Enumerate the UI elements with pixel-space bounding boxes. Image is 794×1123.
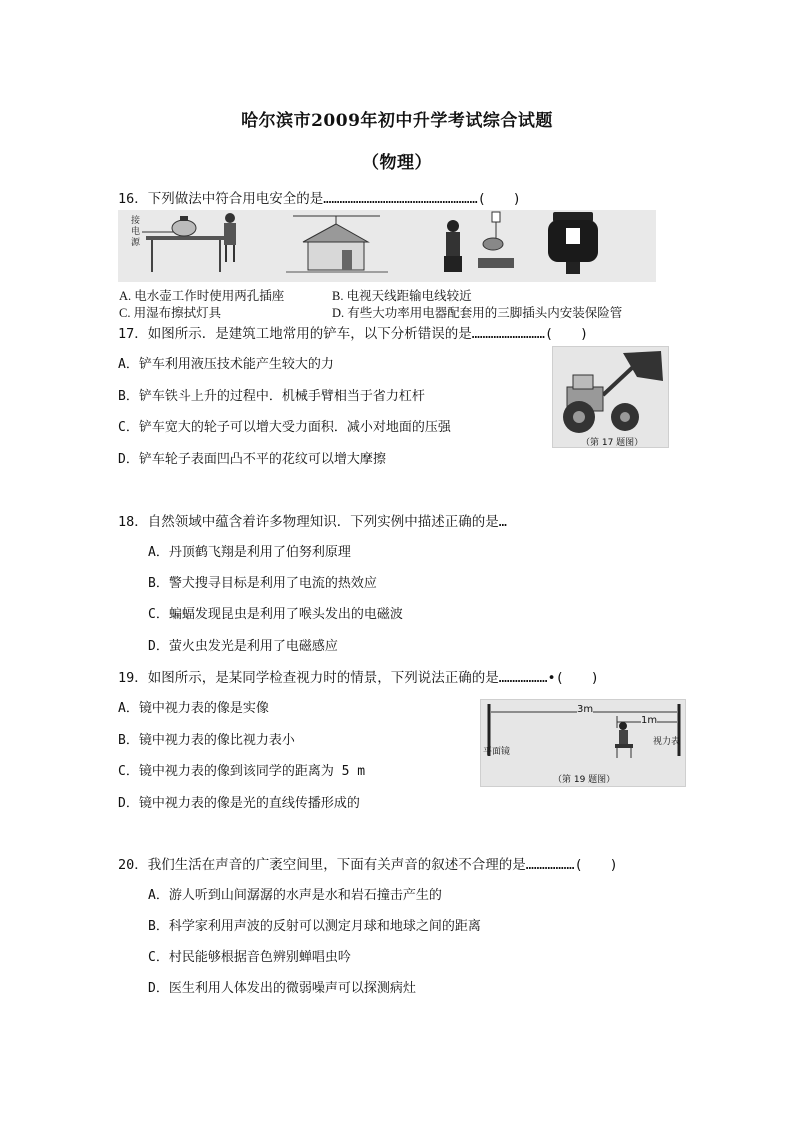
q20-option-c: C．村民能够根据音色辨别蝉唱虫吟: [148, 950, 351, 965]
q19-option-b: B．镜中视力表的像比视力表小: [118, 733, 295, 748]
house-antenna-illustration: [286, 216, 388, 272]
q20-stem: 20．我们生活在声音的广袤空间里，下面有关声音的叙述不合理的是………………( ): [118, 857, 618, 873]
q17-figure-loader: [552, 346, 669, 448]
q16-figure-svg: [118, 210, 656, 282]
distance-1m-label: 1m: [641, 715, 658, 726]
mirror-label: 平面镜: [483, 747, 511, 757]
q17-option-b: B．铲车铁斗上升的过程中．机械手臂相当于省力杠杆: [118, 389, 425, 404]
q18-option-c: C．蝙蝠发现昆虫是利用了喉头发出的电磁波: [148, 607, 403, 622]
q19-option-d: D．镜中视力表的像是光的直线传播形成的: [118, 796, 360, 811]
plug-illustration: [548, 212, 598, 274]
distance-3m-label: 3m: [577, 704, 594, 715]
q18-option-b: B．警犬搜寻目标是利用了电流的热效应: [148, 576, 377, 591]
pic-label-3: 源: [131, 238, 141, 248]
q16-option-b: B. 电视天线距输电线较近: [332, 289, 472, 303]
q17-option-c: C．铲车宽大的轮子可以增大受力面积．减小对地面的压强: [118, 420, 451, 435]
q19-stem: 19．如图所示，是某同学检查视力时的情景，下列说法正确的是………………•( ): [118, 670, 599, 686]
q20-option-b: B．科学家利用声波的反射可以测定月球和地球之间的距离: [148, 919, 481, 934]
q19-option-a: A．镜中视力表的像是实像: [118, 701, 269, 716]
eye-chart-label: 视力表: [653, 737, 681, 747]
kettle-illustration: [131, 213, 236, 272]
q16-option-a: A. 电水壶工作时使用两孔插座: [119, 289, 285, 303]
q19-figure-caption: （第 19 题图）: [553, 775, 616, 785]
q17-stem: 17．如图所示．是建筑工地常用的铲车，以下分析错误的是………………………( ): [118, 326, 589, 342]
q16-option-c: C. 用湿布擦拭灯具: [119, 306, 222, 320]
q20-option-a: A．游人听到山间潺潺的水声是水和岩石撞击产生的: [148, 888, 442, 903]
q16-stem: 16．下列做法中符合用电安全的是…………………………………………………( ): [118, 191, 521, 207]
q16-option-d: D. 有些大功率用电器配套用的三脚插头内安装保险管: [332, 306, 623, 320]
loader-illustration: [553, 347, 668, 447]
q19-option-c: C．镜中视力表的像到该同学的距离为 5 m: [118, 764, 366, 779]
q18-option-d: D．萤火虫发光是利用了电磁感应: [148, 639, 338, 654]
q19-figure-eye-test: [480, 699, 686, 787]
pic-label-2: 电: [131, 227, 141, 237]
person-lamp-illustration: [444, 212, 514, 272]
q20-option-d: D．医生利用人体发出的微弱噪声可以探测病灶: [148, 981, 416, 996]
q18-stem: 18．自然领域中蕴含着许多物理知识．下列实例中描述正确的是…: [118, 514, 507, 530]
q16-figure-strip: [118, 210, 656, 282]
q17-figure-caption: （第 17 题图）: [581, 438, 644, 448]
page-subtitle: （物理）: [362, 153, 432, 173]
q17-option-a: A．铲车利用液压技术能产生较大的力: [118, 357, 334, 372]
pic-label-1: 接: [131, 216, 141, 226]
q18-option-a: A．丹顶鹤飞翔是利用了伯努利原理: [148, 545, 351, 560]
q17-option-d: D．铲车轮子表面凹凸不平的花纹可以增大摩擦: [118, 452, 386, 467]
page-title: 哈尔滨市2009年初中升学考试综合试题: [241, 111, 553, 131]
